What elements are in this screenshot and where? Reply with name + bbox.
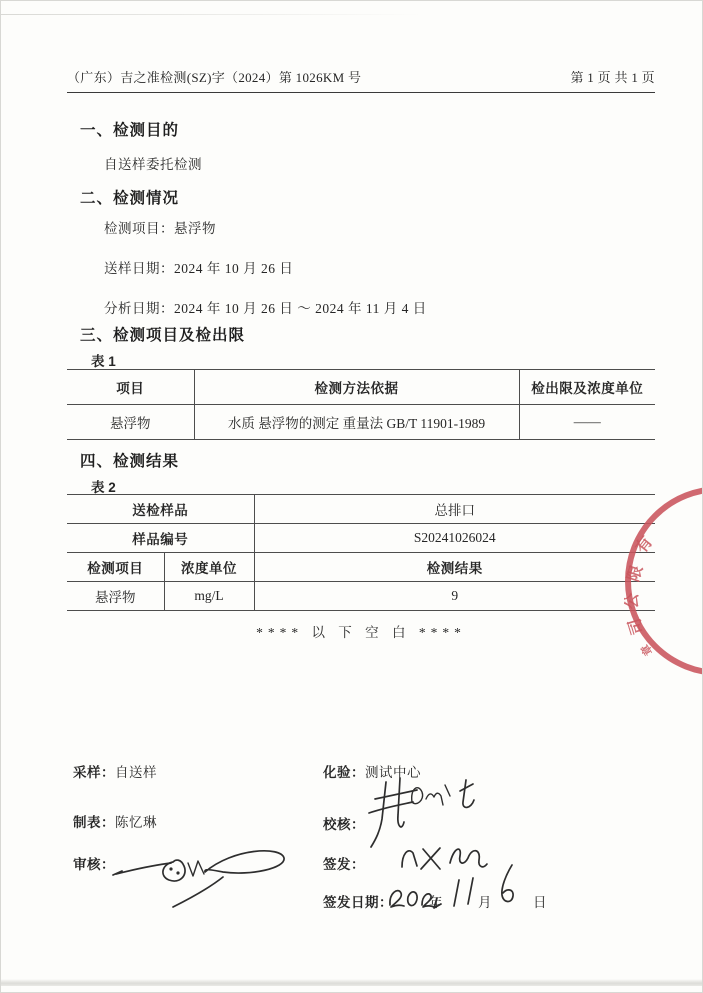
seal-char: 有 bbox=[632, 533, 657, 557]
tabulate-line bbox=[73, 811, 157, 832]
issue-date-month-unit: 月 bbox=[478, 895, 492, 910]
issue-date-label: 签发日期： bbox=[323, 895, 393, 910]
report-content bbox=[67, 1, 655, 992]
issue-date-year-unit: 年 bbox=[429, 895, 443, 910]
method-table bbox=[67, 369, 655, 440]
section-3-title: 三、检测项目及检出限 bbox=[80, 327, 246, 344]
table-row bbox=[67, 405, 655, 440]
sampling-label: 采样： bbox=[73, 765, 115, 780]
cell-result: 9 bbox=[254, 582, 655, 611]
seal-char: 司 bbox=[626, 616, 648, 637]
sample-code-label: 样品编号 bbox=[67, 524, 254, 553]
section-1-body: 自送样委托检测 bbox=[104, 157, 202, 172]
table-row bbox=[67, 582, 655, 611]
seal-char-small: 章 bbox=[639, 641, 656, 658]
issue-signature bbox=[397, 833, 497, 878]
header-rule bbox=[67, 92, 655, 93]
tabulate-value: 陈忆琳 bbox=[115, 815, 157, 830]
col-header-method: 检测方法依据 bbox=[194, 370, 519, 405]
table-2-label: 表 2 bbox=[91, 480, 116, 495]
table-row bbox=[67, 495, 655, 524]
sample-name-label: 送检样品 bbox=[67, 495, 254, 524]
sample-code-value: S20241026024 bbox=[254, 524, 655, 553]
col-header-result: 检测结果 bbox=[254, 553, 655, 582]
cell-unit: mg/L bbox=[164, 582, 254, 611]
review-signature bbox=[111, 841, 296, 911]
cell-limit: —— bbox=[519, 405, 655, 440]
col-header-unit: 浓度单位 bbox=[164, 553, 254, 582]
sampling-line bbox=[73, 761, 157, 782]
analysis-date-line: 分析日期：2024 年 10 月 26 日 ～ 2024 年 11 月 4 日 bbox=[104, 301, 427, 316]
col-header-item: 项目 bbox=[67, 370, 194, 405]
page-header bbox=[67, 67, 655, 86]
issue-date-day-unit: 日 bbox=[533, 895, 547, 910]
document-number: （广东）吉之准检测(SZ)字（2024）第 1026KM 号 bbox=[67, 70, 362, 85]
lab-label: 化验： bbox=[323, 765, 365, 780]
result-table bbox=[67, 494, 655, 611]
cell-method: 水质 悬浮物的测定 重量法 GB/T 11901-1989 bbox=[194, 405, 519, 440]
cell-project: 悬浮物 bbox=[67, 582, 164, 611]
sample-name-value: 总排口 bbox=[254, 495, 655, 524]
review-label: 审核： bbox=[73, 857, 115, 872]
sample-date-line: 送样日期：2024 年 10 月 26 日 bbox=[104, 261, 294, 276]
check-label: 校核： bbox=[323, 817, 365, 832]
seal-char: 公 bbox=[624, 592, 641, 610]
issue-line bbox=[323, 853, 365, 874]
section-4-title: 四、检测结果 bbox=[80, 453, 180, 470]
lab-value: 测试中心 bbox=[365, 765, 421, 780]
section-2-title: 二、检测情况 bbox=[80, 190, 180, 207]
sampling-value: 自送样 bbox=[115, 765, 157, 780]
issue-label: 签发： bbox=[323, 857, 365, 872]
end-of-content-marker: **** 以 下 空 白 **** bbox=[256, 625, 466, 640]
table-row bbox=[67, 524, 655, 553]
company-seal-stamp bbox=[624, 487, 702, 677]
tabulate-label: 制表： bbox=[73, 815, 115, 830]
cell-item: 悬浮物 bbox=[67, 405, 194, 440]
seal-char: 限 bbox=[625, 563, 647, 584]
review-line bbox=[73, 853, 115, 874]
check-line bbox=[323, 813, 365, 834]
test-project-line: 检测项目：悬浮物 bbox=[104, 221, 216, 236]
col-header-limit: 检出限及浓度单位 bbox=[519, 370, 655, 405]
issue-date-month-handwritten bbox=[451, 877, 477, 909]
issue-date-day-handwritten bbox=[497, 863, 519, 907]
table-1-label: 表 1 bbox=[91, 354, 116, 369]
col-header-project: 检测项目 bbox=[67, 553, 164, 582]
table-row bbox=[67, 553, 655, 582]
table-row bbox=[67, 370, 655, 405]
section-1-title: 一、检测目的 bbox=[80, 122, 180, 139]
page-number: 第 1 页 共 1 页 bbox=[570, 70, 655, 85]
